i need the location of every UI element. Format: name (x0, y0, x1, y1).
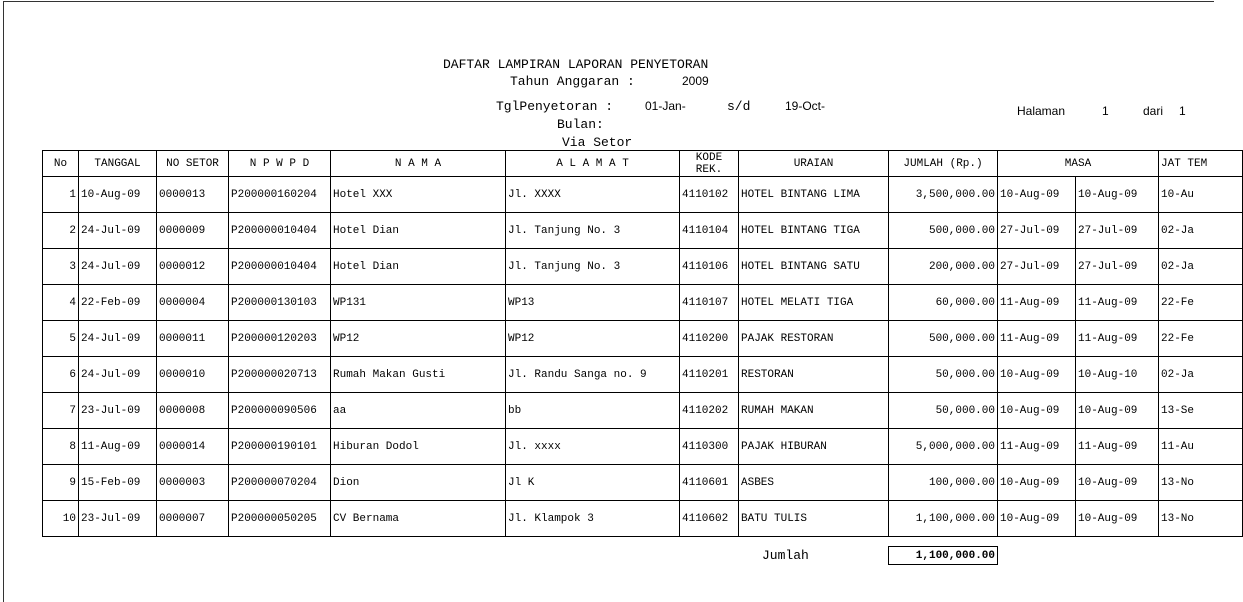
tgl-to: 19-Oct- (785, 99, 826, 113)
table-cell: 1 (43, 177, 79, 213)
table-cell: 23-Jul-09 (79, 501, 157, 537)
table-cell: 100,000.00 (889, 465, 998, 501)
table-cell: CV Bernama (331, 501, 506, 537)
table-cell: 10-Aug-10 (1076, 357, 1159, 393)
table-cell: 0000008 (157, 393, 229, 429)
table-cell: Hotel Dian (331, 213, 506, 249)
table-cell: P200000120203 (229, 321, 331, 357)
column-header: JUMLAH (Rp.) (889, 151, 998, 177)
tgl-from: 01-Jan- (645, 99, 686, 113)
table-cell: 7 (43, 393, 79, 429)
table-cell: 22-Fe (1159, 321, 1243, 357)
table-cell: 27-Jul-09 (998, 249, 1076, 285)
table-cell: 13-No (1159, 501, 1243, 537)
table-row (43, 285, 1243, 321)
table-cell: 13-No (1159, 465, 1243, 501)
column-header: KODE REK. (680, 151, 739, 177)
table-cell: 11-Aug-09 (1076, 321, 1159, 357)
table-cell: P200000010404 (229, 213, 331, 249)
table-cell: 11-Aug-09 (79, 429, 157, 465)
table-cell: 4110201 (680, 357, 739, 393)
table-cell: Jl. Tanjung No. 3 (506, 213, 680, 249)
table-cell: Jl K (506, 465, 680, 501)
table-cell: 24-Jul-09 (79, 357, 157, 393)
table-cell: 0000011 (157, 321, 229, 357)
jumlah-label: Jumlah (762, 548, 809, 563)
table-cell: 4110107 (680, 285, 739, 321)
table-row (43, 393, 1243, 429)
table-cell: Dion (331, 465, 506, 501)
table-cell: 24-Jul-09 (79, 321, 157, 357)
table-cell: 15-Feb-09 (79, 465, 157, 501)
table-cell: PAJAK RESTORAN (739, 321, 889, 357)
table-cell: 500,000.00 (889, 321, 998, 357)
table-cell: 8 (43, 429, 79, 465)
table-cell: 4110106 (680, 249, 739, 285)
table-cell: Jl. xxxx (506, 429, 680, 465)
table-row (43, 465, 1243, 501)
table-cell: 10-Au (1159, 177, 1243, 213)
table-cell: WP131 (331, 285, 506, 321)
table-cell: 13-Se (1159, 393, 1243, 429)
table-cell: 24-Jul-09 (79, 249, 157, 285)
table-cell: HOTEL BINTANG TIGA (739, 213, 889, 249)
column-header: N P W P D (229, 151, 331, 177)
table-cell: Jl. Klampok 3 (506, 501, 680, 537)
table-cell: 50,000.00 (889, 393, 998, 429)
table-cell: 4110102 (680, 177, 739, 213)
tahun-label: Tahun Anggaran : (510, 74, 635, 89)
table-cell: P200000090506 (229, 393, 331, 429)
table-cell: HOTEL BINTANG SATU (739, 249, 889, 285)
column-header: MASA (998, 151, 1159, 177)
table-cell: P200000050205 (229, 501, 331, 537)
table-cell: HOTEL MELATI TIGA (739, 285, 889, 321)
tgl-label: TglPenyetoran : (496, 99, 614, 114)
table-cell: 500,000.00 (889, 213, 998, 249)
table-cell: 22-Fe (1159, 285, 1243, 321)
column-header: A L A M A T (506, 151, 680, 177)
table-cell: 22-Feb-09 (79, 285, 157, 321)
table-cell: 10-Aug-09 (79, 177, 157, 213)
table-cell: 0000014 (157, 429, 229, 465)
table-cell: 10 (43, 501, 79, 537)
table-cell: 4110104 (680, 213, 739, 249)
table-cell: Hotel Dian (331, 249, 506, 285)
table-cell: P200000190101 (229, 429, 331, 465)
table-cell: 0000009 (157, 213, 229, 249)
table-cell: 10-Aug-09 (1076, 501, 1159, 537)
table-cell: 1,100,000.00 (889, 501, 998, 537)
table-cell: RESTORAN (739, 357, 889, 393)
table-cell: 11-Aug-09 (1076, 285, 1159, 321)
table-cell: WP12 (506, 321, 680, 357)
table-cell: 0000004 (157, 285, 229, 321)
table-cell: 11-Au (1159, 429, 1243, 465)
table-row (43, 321, 1243, 357)
table-cell: ASBES (739, 465, 889, 501)
halaman-value: 1 (1102, 104, 1109, 118)
table-cell: P200000010404 (229, 249, 331, 285)
table-cell: Hotel XXX (331, 177, 506, 213)
column-header: JAT TEM (1159, 151, 1243, 177)
sd-label: s/d (727, 99, 751, 114)
table-cell: RUMAH MAKAN (739, 393, 889, 429)
table-cell: 24-Jul-09 (79, 213, 157, 249)
dari-value: 1 (1179, 104, 1186, 118)
table-cell: 50,000.00 (889, 357, 998, 393)
table-cell: WP13 (506, 285, 680, 321)
table-cell: 11-Aug-09 (1076, 429, 1159, 465)
report-table (42, 150, 1243, 537)
dari-label: dari (1143, 104, 1164, 118)
table-cell: 5 (43, 321, 79, 357)
table-cell: 9 (43, 465, 79, 501)
table-row (43, 177, 1243, 213)
table-cell: 200,000.00 (889, 249, 998, 285)
table-cell: 4110602 (680, 501, 739, 537)
table-cell: P200000160204 (229, 177, 331, 213)
table-cell: 6 (43, 357, 79, 393)
table-cell: bb (506, 393, 680, 429)
table-cell: 4110202 (680, 393, 739, 429)
report-title: DAFTAR LAMPIRAN LAPORAN PENYETORAN (443, 57, 709, 72)
table-cell: 10-Aug-09 (998, 465, 1076, 501)
table-cell: 2 (43, 213, 79, 249)
table-cell: WP12 (331, 321, 506, 357)
table-cell: 02-Ja (1159, 357, 1243, 393)
total-amount: 1,100,000.00 (888, 546, 998, 565)
table-cell: 10-Aug-09 (998, 177, 1076, 213)
table-cell: Jl. Tanjung No. 3 (506, 249, 680, 285)
table-row (43, 429, 1243, 465)
table-cell: 11-Aug-09 (998, 429, 1076, 465)
table-cell: 4110601 (680, 465, 739, 501)
table-cell: 0000007 (157, 501, 229, 537)
table-cell: 0000003 (157, 465, 229, 501)
table-cell: Jl. Randu Sanga no. 9 (506, 357, 680, 393)
column-header: N A M A (331, 151, 506, 177)
table-cell: 0000010 (157, 357, 229, 393)
table-cell: Rumah Makan Gusti (331, 357, 506, 393)
table-row (43, 357, 1243, 393)
table-cell: 27-Jul-09 (1076, 249, 1159, 285)
table-cell: 10-Aug-09 (998, 393, 1076, 429)
table-row (43, 213, 1243, 249)
table-cell: 11-Aug-09 (998, 321, 1076, 357)
table-cell: 4110200 (680, 321, 739, 357)
table-cell: 10-Aug-09 (998, 501, 1076, 537)
column-header: TANGGAL (79, 151, 157, 177)
table-cell: PAJAK HIBURAN (739, 429, 889, 465)
column-header: NO SETOR (157, 151, 229, 177)
table-cell: P200000130103 (229, 285, 331, 321)
column-header: URAIAN (739, 151, 889, 177)
table-cell: 23-Jul-09 (79, 393, 157, 429)
table-cell: 60,000.00 (889, 285, 998, 321)
table-cell: 0000012 (157, 249, 229, 285)
halaman-label: Halaman (1017, 104, 1066, 118)
table-cell: 4110300 (680, 429, 739, 465)
table-cell: 10-Aug-09 (1076, 177, 1159, 213)
table-cell: 02-Ja (1159, 249, 1243, 285)
table-cell: Hiburan Dodol (331, 429, 506, 465)
table-cell: BATU TULIS (739, 501, 889, 537)
table-cell: 11-Aug-09 (998, 285, 1076, 321)
table-row (43, 249, 1243, 285)
bulan-label: Bulan: (557, 117, 604, 132)
table-header-row (43, 151, 1243, 177)
table-cell: 3,500,000.00 (889, 177, 998, 213)
table-cell: P200000070204 (229, 465, 331, 501)
table-cell: 02-Ja (1159, 213, 1243, 249)
table-cell: 27-Jul-09 (998, 213, 1076, 249)
table-cell: aa (331, 393, 506, 429)
table-cell: 4 (43, 285, 79, 321)
via-setor: Via Setor (562, 135, 633, 150)
table-cell: Jl. XXXX (506, 177, 680, 213)
table-cell: HOTEL BINTANG LIMA (739, 177, 889, 213)
table-cell: 10-Aug-09 (1076, 465, 1159, 501)
table-cell: 27-Jul-09 (1076, 213, 1159, 249)
column-header: No (43, 151, 79, 177)
table-cell: 5,000,000.00 (889, 429, 998, 465)
tahun-value: 2009 (682, 74, 709, 88)
table-cell: 10-Aug-09 (1076, 393, 1159, 429)
table-cell: P200000020713 (229, 357, 331, 393)
table-cell: 10-Aug-09 (998, 357, 1076, 393)
table-cell: 3 (43, 249, 79, 285)
table-row (43, 501, 1243, 537)
table-cell: 0000013 (157, 177, 229, 213)
